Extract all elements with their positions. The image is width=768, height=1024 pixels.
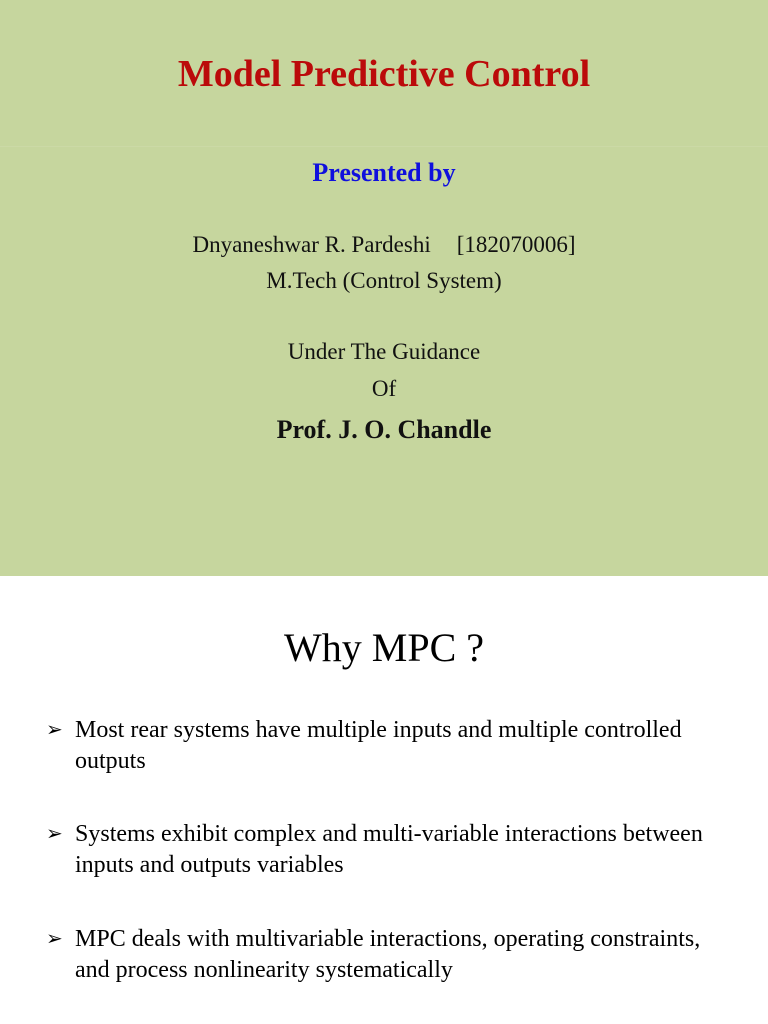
guide-name: Prof. J. O. Chandle [276,415,492,444]
guidance-label: Under The Guidance [287,339,481,364]
divider [0,146,768,147]
content-slide [0,576,768,1024]
bullet-list [0,576,768,1024]
arrow-bullet-icon: ➢ [46,719,63,741]
bullet-text: Most rear systems have multiple inputs and multiple controlled outputs [75,717,682,774]
bullet-text: Systems exhibit complex and multi-variable interactions between inputs and outputs variables [75,821,703,878]
slide-heading: Why MPC ? [284,625,484,670]
bullet-item [46,715,736,777]
bullet-text: MPC deals with multivariable interactions, operating constraints, and process nonlinearity systematically [75,926,701,983]
arrow-bullet-icon: ➢ [46,823,63,845]
arrow-bullet-icon: ➢ [46,928,63,950]
presenter-name: Dnyaneshwar R. Pardeshi [192,232,431,257]
presenter-degree: M.Tech (Control System) [266,268,502,293]
bullet-item [46,924,736,986]
bullet-item [46,819,736,881]
of-label: Of [371,376,397,401]
presenter-id: [182070006] [456,232,576,257]
presenter-line [0,230,768,260]
slide-title: Model Predictive Control [177,53,591,95]
presented-by-label: Presented by [312,158,456,187]
